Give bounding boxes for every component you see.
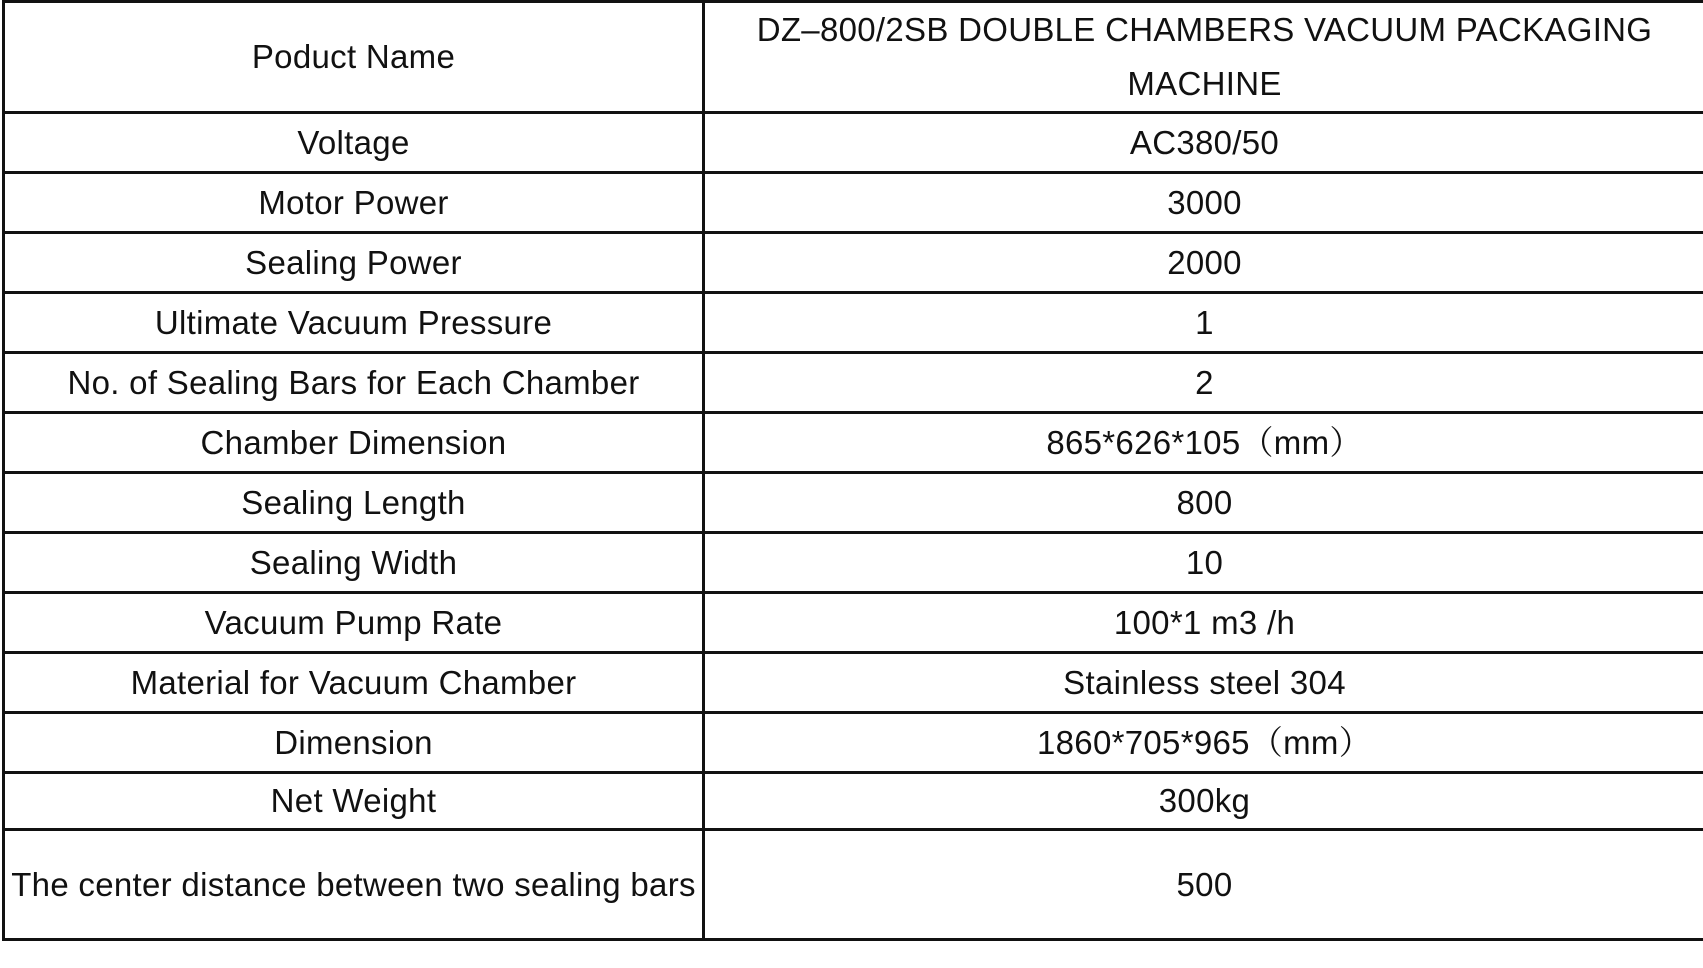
spec-value: 2000 [704, 233, 1703, 293]
table-row-ultimate-vacuum-pressure [4, 293, 1703, 353]
spec-label: Poduct Name [4, 2, 704, 113]
table-row-voltage [4, 113, 1703, 173]
table-row-motor-power [4, 173, 1703, 233]
table-row-center-distance [4, 830, 1703, 940]
spec-table [2, 0, 1703, 941]
spec-value: 3000 [704, 173, 1703, 233]
spec-table-body [4, 2, 1703, 940]
table-row-product-name [4, 2, 1703, 113]
spec-label: Ultimate Vacuum Pressure [4, 293, 704, 353]
spec-label: The center distance between two sealing bars [4, 830, 704, 940]
spec-value: DZ–800/2SB DOUBLE CHAMBERS VACUUM PACKAGING MACHINE [704, 2, 1703, 113]
spec-value: 2 [704, 353, 1703, 413]
table-row-sealing-length [4, 473, 1703, 533]
spec-label: Voltage [4, 113, 704, 173]
spec-value: 10 [704, 533, 1703, 593]
table-row-chamber-dimension [4, 413, 1703, 473]
spec-label: Net Weight [4, 773, 704, 830]
table-row-sealing-power [4, 233, 1703, 293]
spec-label: Sealing Power [4, 233, 704, 293]
table-row-net-weight [4, 773, 1703, 830]
spec-value: 100*1 m3 /h [704, 593, 1703, 653]
spec-label: Dimension [4, 713, 704, 773]
spec-label: Motor Power [4, 173, 704, 233]
spec-value: 800 [704, 473, 1703, 533]
spec-value: 1 [704, 293, 1703, 353]
spec-label: Sealing Length [4, 473, 704, 533]
spec-value: 500 [704, 830, 1703, 940]
spec-value: 1860*705*965（mm） [704, 713, 1703, 773]
table-row-chamber-material [4, 653, 1703, 713]
table-row-sealing-width [4, 533, 1703, 593]
spec-label: Material for Vacuum Chamber [4, 653, 704, 713]
spec-label: Vacuum Pump Rate [4, 593, 704, 653]
table-row-sealing-bars-count [4, 353, 1703, 413]
table-row-vacuum-pump-rate [4, 593, 1703, 653]
spec-value: AC380/50 [704, 113, 1703, 173]
spec-label: No. of Sealing Bars for Each Chamber [4, 353, 704, 413]
spec-label: Sealing Width [4, 533, 704, 593]
spec-value: 300kg [704, 773, 1703, 830]
spec-value: Stainless steel 304 [704, 653, 1703, 713]
spec-label: Chamber Dimension [4, 413, 704, 473]
table-row-dimension [4, 713, 1703, 773]
spec-value: 865*626*105（mm） [704, 413, 1703, 473]
